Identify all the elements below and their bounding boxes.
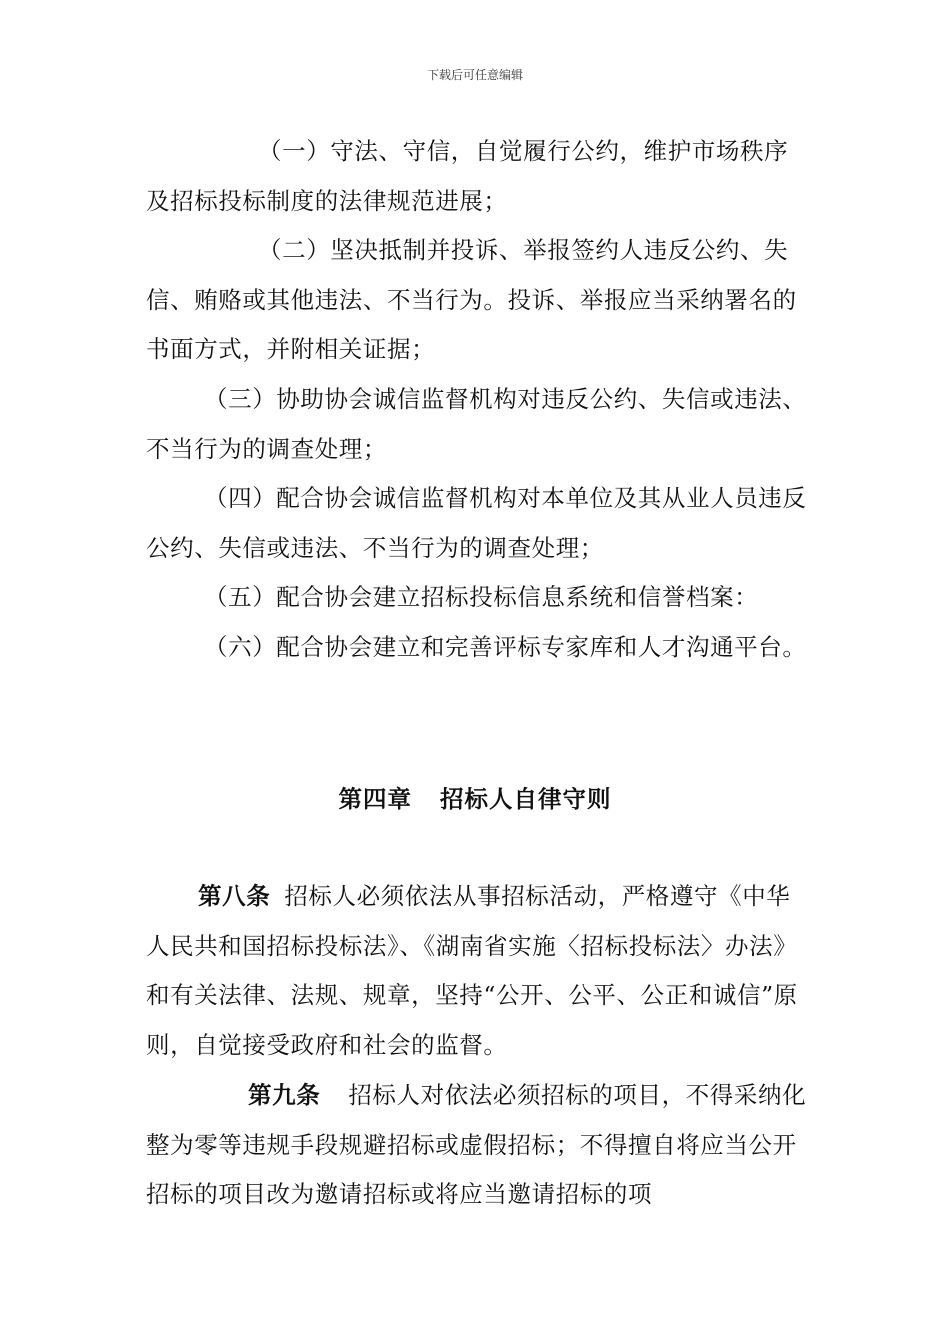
- duty-item-4: （四）配合协会诚信监督机构对本单位及其从业人员违反公约、失信或违法、不当行为的调查处理；: [146, 484, 807, 562]
- article-8-label: 第八条: [198, 882, 271, 910]
- duty-item-2: （二）坚决抵制并投诉、举报签约人违反公约、失信、贿赂或其他违法、不当行为。投诉、举报应当采纳署名的书面方式，并附相关证据；: [146, 236, 797, 364]
- header-note: 下载后可任意编辑: [426, 68, 523, 82]
- duty-item-3: （三）协助协会诚信监督机构对违反公约、失信或违法、不当行为的调查处理；: [146, 384, 807, 463]
- article-9-text: 招标人对依法必须招标的项目，不得采纳化整为零等违规手段规避招标或虚假招标；不得擅自将应当公开招标的项目改为邀请招标或将应当邀请招标的项: [146, 1081, 807, 1209]
- duties-list: [146, 127, 810, 673]
- article-8: [146, 872, 810, 1070]
- chapter-title-text: 招标人自律守则: [440, 785, 612, 813]
- duty-item-6: （六）配合协会建立和完善评标专家库和人才沟通平台。: [204, 632, 807, 661]
- article-8-text: 招标人必须依法从事招标活动，严格遵守《中华人民共和国招标投标法》、《湖南省实施〈招标投标法〉办法》和有关法律、法规、规章，坚持“公开、公平、公正和诚信”原则，自觉接受政府和社会的监督。: [146, 882, 798, 1059]
- chapter-number: 第四章: [338, 785, 412, 813]
- duty-item-1: （一）守法、守信，自觉履行公约，维护市场秩序及招标投标制度的法律规范进展；: [146, 137, 789, 215]
- article-9: [146, 1071, 810, 1220]
- duty-item-5: （五）配合协会建立招标投标信息系统和信誉档案：: [204, 583, 759, 612]
- article-9-label: 第九条: [248, 1081, 321, 1109]
- chapter-heading: [0, 780, 950, 814]
